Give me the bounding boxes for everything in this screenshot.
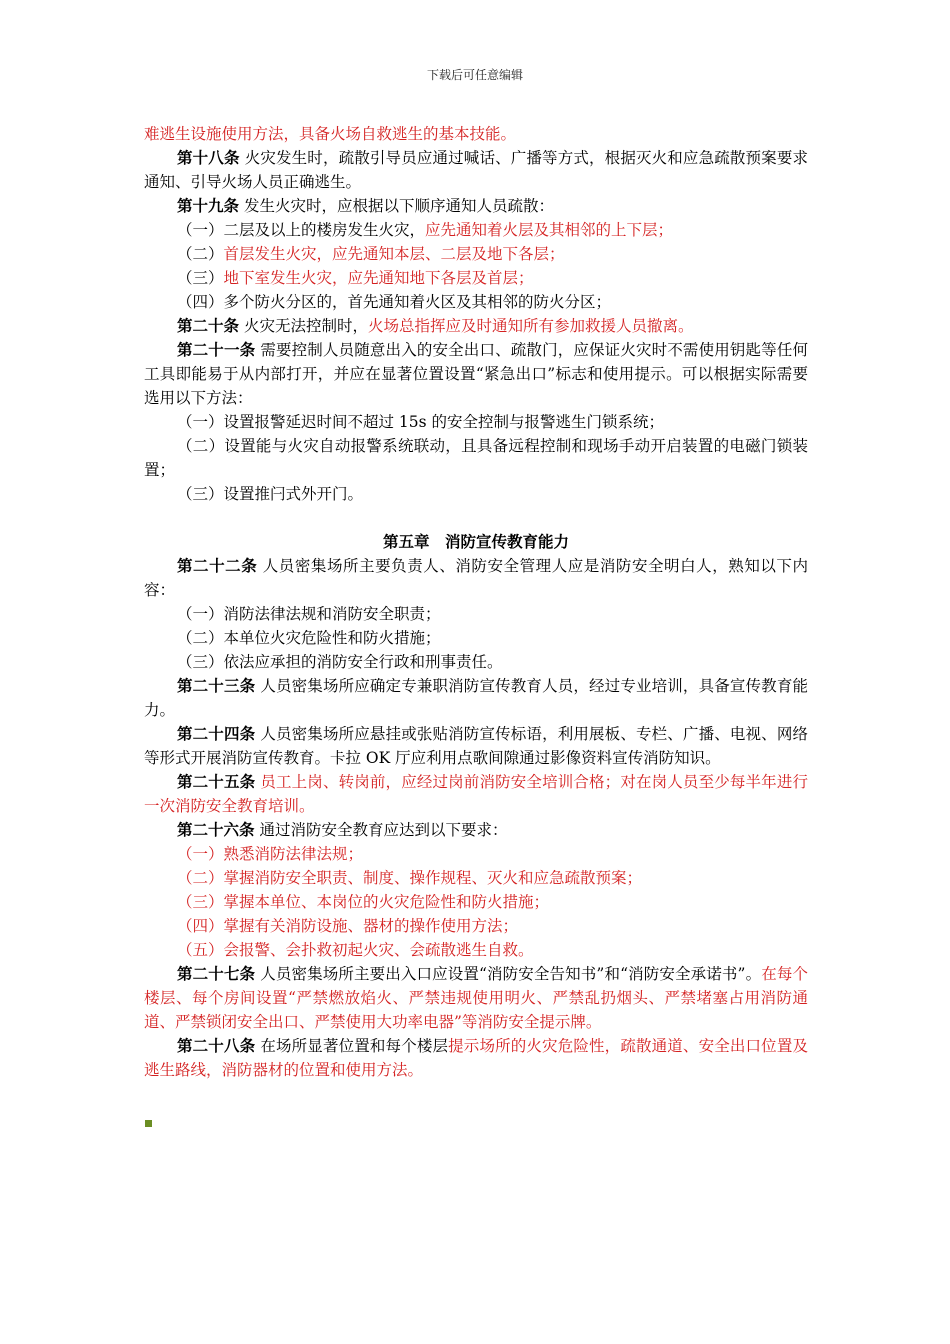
article-20: 第二十条 火灾无法控制时，火场总指挥应及时通知所有参加救援人员撤离。 [177, 316, 694, 335]
list-item: （三）设置推闩式外开门。 [177, 485, 364, 503]
article-number: 第二十一条 [177, 340, 256, 359]
list-item: （三）掌握本单位、本岗位的火灾危险性和防火措施； [177, 893, 550, 911]
article-22: 第二十二条 人员密集场所主要负责人、消防安全管理人应是消防安全明白人，熟知以下内容： [144, 556, 808, 599]
anchor-mark-icon [145, 1120, 152, 1127]
article-number: 第二十三条 [177, 676, 256, 695]
article-24: 第二十四条 人员密集场所应悬挂或张贴消防宣传标语，利用展板、专栏、广播、电视、网络等形式开展消防宣传教育。卡拉 OK 厅应利用点歌间隙通过影像资料宣传消防知识。 [144, 724, 808, 767]
article-23: 第二十三条 人员密集场所应确定专兼职消防宣传教育人员，经过专业培训，具备宣传教育能力。 [144, 676, 808, 719]
list-item: （二）首层发生火灾，应先通知本层、二层及地下各层； [177, 245, 565, 263]
page-header: 下载后可任意编辑 [426, 68, 523, 82]
article-19: 第十九条 发生火灾时，应根据以下顺序通知人员疏散： [177, 196, 554, 215]
list-item: （一）设置报警延迟时间不超过 15s 的安全控制与报警逃生门锁系统； [177, 413, 665, 431]
list-item: （二）掌握消防安全职责、制度、操作规程、灭火和应急疏散预案； [177, 869, 643, 887]
article-25: 第二十五条 员工上岗、转岗前，应经过岗前消防安全培训合格；对在岗人员至少每半年进行一次消防安全教育培训。 [144, 772, 808, 815]
article-number: 第十九条 [177, 196, 240, 215]
list-item: （四）掌握有关消防设施、器材的操作使用方法； [177, 917, 519, 935]
list-item: （二）本单位火灾危险性和防火措施； [177, 629, 441, 647]
list-item: （三）依法应承担的消防安全行政和刑事责任。 [177, 653, 503, 671]
article-number: 第二十四条 [177, 724, 256, 743]
document-body [144, 122, 808, 1082]
article-26: 第二十六条 通过消防安全教育应达到以下要求： [177, 820, 508, 839]
list-item: （四）多个防火分区的，首先通知着火区及其相邻的防火分区； [177, 293, 612, 311]
article-21: 第二十一条 需要控制人员随意出入的安全出口、疏散门，应保证火灾时不需使用钥匙等任何工具即能易于从内部打开，并应在显著位置设置“紧急出口”标志和使用提示。可以根据实际需要选用以下方法： [144, 340, 808, 407]
list-item: （一）二层及以上的楼房发生火灾，应先通知着火层及其相邻的上下层； [177, 221, 674, 239]
list-item: （一）熟悉消防法律法规； [177, 845, 364, 863]
article-27: 第二十七条 人员密集场所主要出入口应设置“消防安全告知书”和“消防安全承诺书”。在每个楼层、每个房间设置“严禁燃放焰火、严禁违规使用明火、严禁乱扔烟头、严禁堵塞占用消防通道、严禁锁闭安全出口、严禁使用大功率电器”等消防安全提示牌。 [144, 964, 808, 1031]
article-18: 第十八条 火灾发生时，疏散引导员应通过喊话、广播等方式，根据灭火和应急疏散预案要求通知、引导火场人员正确逃生。 [144, 148, 808, 191]
continued-line: 难逃生设施使用方法，具备火场自救逃生的基本技能。 [144, 125, 517, 143]
list-item: （五）会报警、会扑救初起火灾、会疏散逃生自救。 [177, 941, 534, 959]
list-item: （二）设置能与火灾自动报警系统联动，且具备远程控制和现场手动开启装置的电磁门锁装置； [144, 437, 808, 479]
article-number: 第十八条 [177, 148, 240, 167]
list-item: （三）地下室发生火灾，应先通知地下各层及首层； [177, 269, 534, 287]
article-number: 第二十条 [177, 316, 240, 335]
article-28: 第二十八条 在场所显著位置和每个楼层提示场所的火灾危险性，疏散通道、安全出口位置及逃生路线，消防器材的位置和使用方法。 [144, 1036, 808, 1079]
article-number: 第二十八条 [177, 1036, 256, 1055]
article-number: 第二十二条 [177, 556, 258, 575]
chapter-heading: 第五章 消防宣传教育能力 [382, 532, 569, 551]
article-number: 第二十六条 [177, 820, 255, 839]
list-item: （一）消防法律法规和消防安全职责； [177, 605, 441, 623]
article-number: 第二十七条 [177, 964, 256, 983]
article-number: 第二十五条 [177, 772, 256, 791]
